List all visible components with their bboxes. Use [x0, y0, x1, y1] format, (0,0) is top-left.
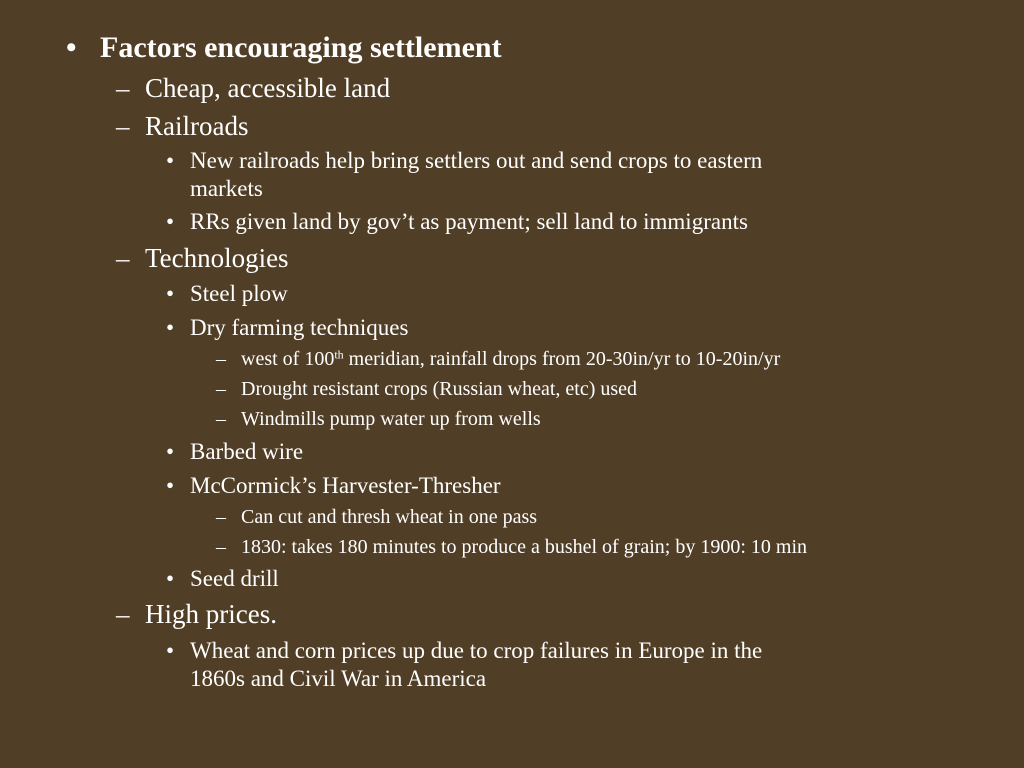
railroads-point-2: RRs given land by gov’t as payment; sell land to immigrants	[190, 209, 748, 234]
cheap-land-item: Cheap, accessible land	[145, 73, 391, 103]
railroads-point-1: New railroads help bring settlers out and send crops to eastern	[190, 148, 763, 173]
bushel-stat-item: 1830: takes 180 minutes to produce a bushel of grain; by 1900: 10 min	[241, 536, 808, 558]
barbed-wire-item: Barbed wire	[190, 439, 304, 464]
dash-marker: –	[116, 73, 130, 103]
dash-marker: –	[216, 506, 226, 528]
rainfall-item	[241, 348, 780, 371]
bullet-marker: •	[166, 638, 175, 663]
bullet-marker: •	[166, 439, 175, 464]
windmills-item: Windmills pump water up from wells	[241, 408, 541, 430]
railroads-point-1-cont: markets	[190, 176, 263, 201]
high-prices-item: High prices.	[145, 599, 277, 629]
dash-marker: –	[116, 111, 130, 141]
bullet-marker: •	[166, 315, 175, 340]
railroads-item: Railroads	[145, 111, 249, 141]
bullet-marker: •	[66, 31, 77, 64]
dash-marker: –	[216, 536, 226, 558]
mccormick-item: McCormick’s Harvester-Thresher	[190, 473, 501, 498]
rainfall-superscript: th	[334, 347, 344, 362]
steel-plow-item: Steel plow	[190, 281, 288, 306]
bullet-marker: •	[166, 473, 175, 498]
high-prices-detail-cont: 1860s and Civil War in America	[190, 666, 487, 691]
bullet-marker: •	[166, 209, 175, 234]
cut-thresh-item: Can cut and thresh wheat in one pass	[241, 506, 538, 528]
bullet-marker: •	[166, 281, 175, 306]
dash-marker: –	[216, 348, 226, 370]
drought-crops-item: Drought resistant crops (Russian wheat, etc) used	[241, 378, 638, 400]
dash-marker: –	[216, 408, 226, 430]
technologies-item: Technologies	[145, 243, 289, 273]
bullet-marker: •	[166, 148, 175, 173]
seed-drill-item: Seed drill	[190, 566, 279, 591]
bullet-marker: •	[166, 566, 175, 591]
dash-marker: –	[116, 599, 130, 629]
slide-heading: Factors encouraging settlement	[100, 31, 502, 64]
dash-marker: –	[116, 243, 130, 273]
rainfall-text-post: meridian, rainfall drops from 20-30in/yr to 10-20in/yr	[343, 348, 781, 370]
rainfall-text-pre: west of 100	[241, 348, 335, 370]
dash-marker: –	[216, 378, 226, 400]
high-prices-detail: Wheat and corn prices up due to crop failures in Europe in the	[190, 638, 763, 663]
dry-farming-item: Dry farming techniques	[190, 315, 409, 340]
